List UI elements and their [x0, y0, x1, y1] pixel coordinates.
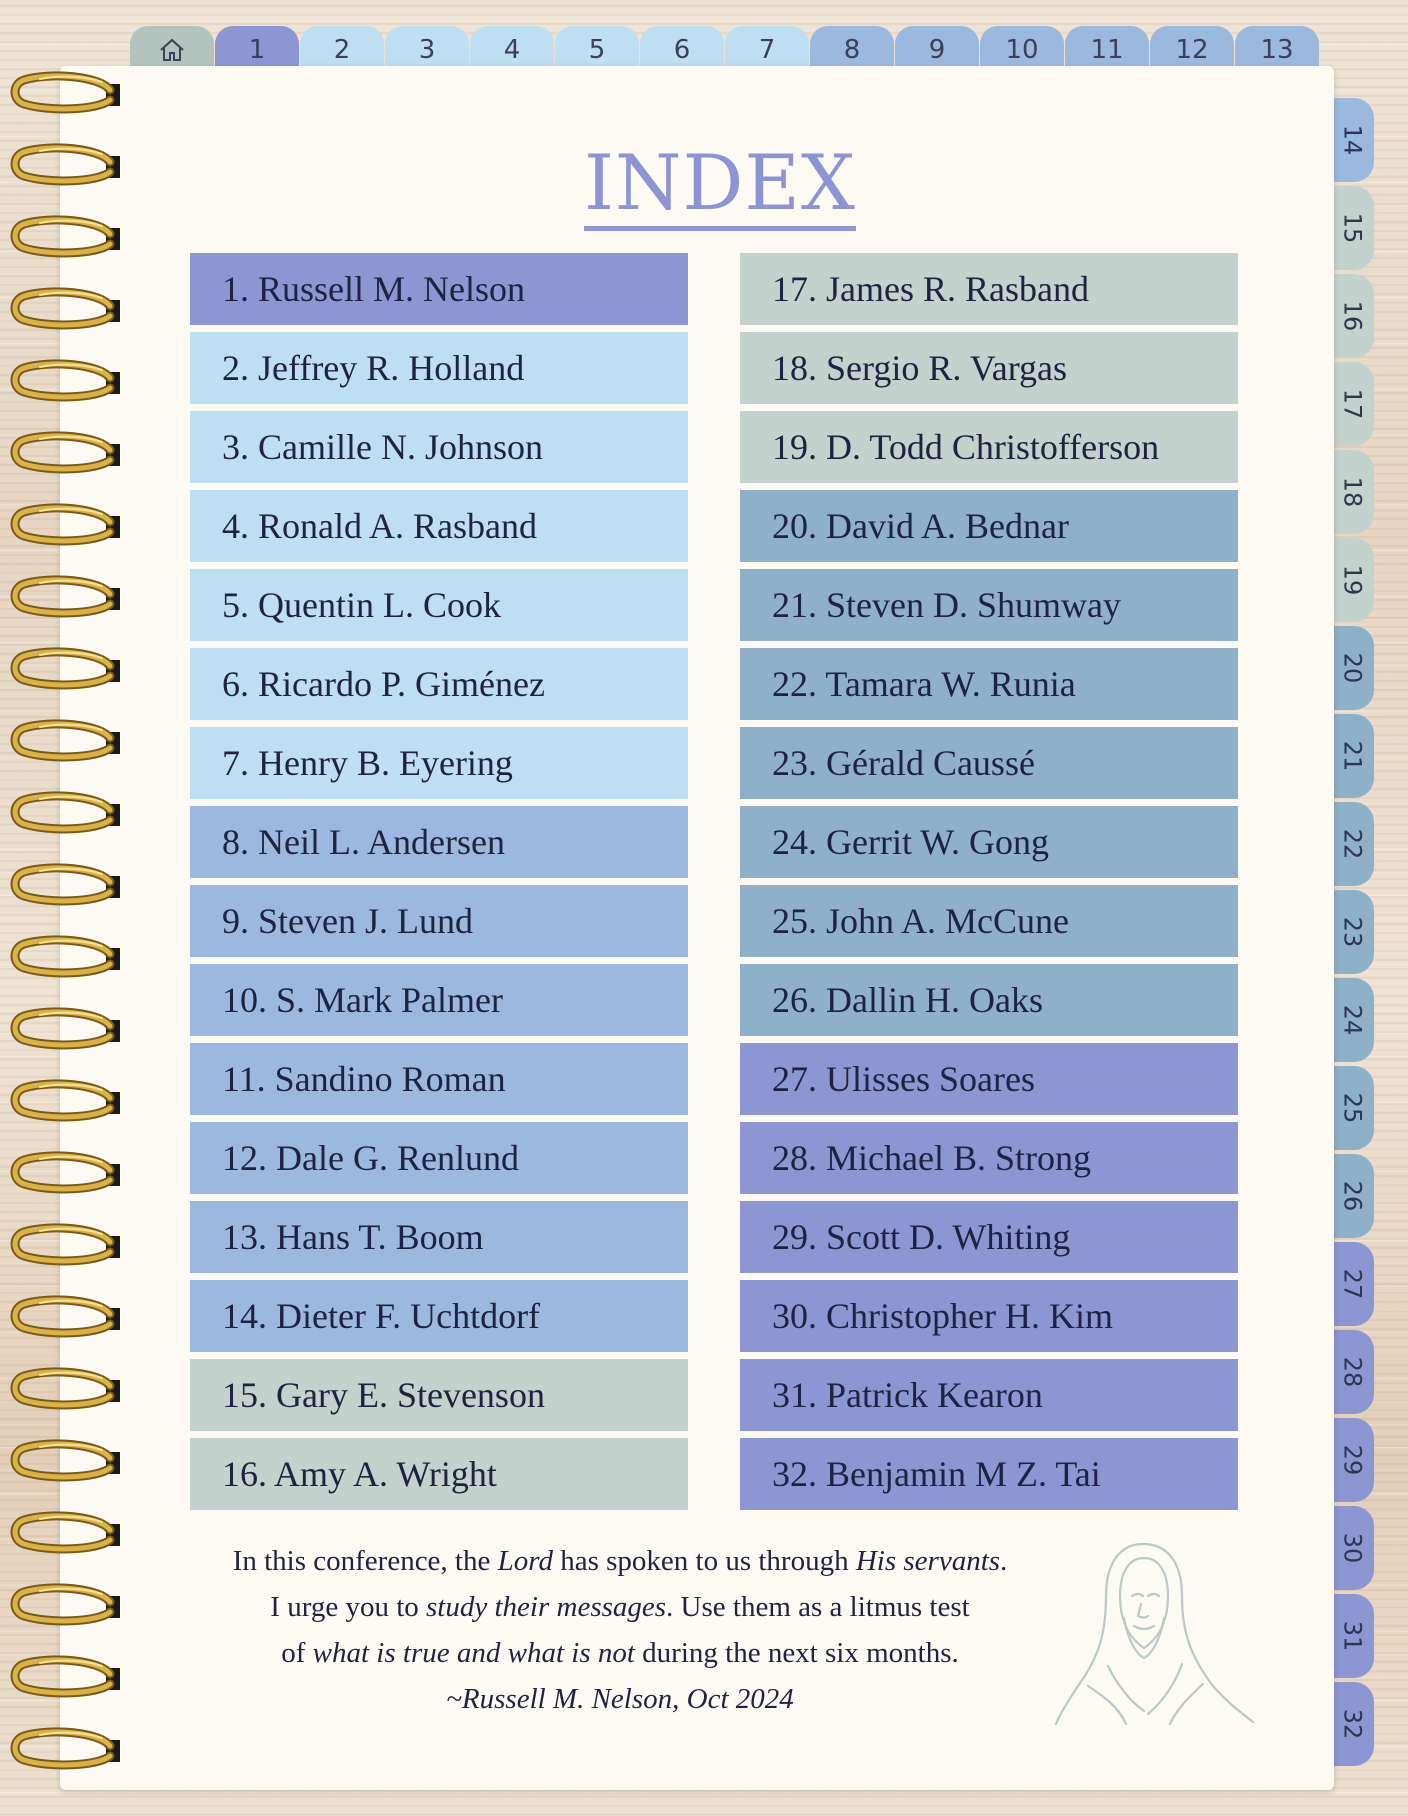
index-entry-2[interactable] — [190, 332, 688, 404]
tab-label: 8 — [843, 35, 861, 65]
tab-label: 29 — [1337, 1444, 1366, 1476]
entry-label: 20. David A. Bednar — [772, 506, 1069, 546]
tab-label: 12 — [1175, 35, 1209, 65]
entry-label: 13. Hans T. Boom — [222, 1217, 484, 1257]
tab-7[interactable] — [725, 26, 809, 70]
entry-label: 19. D. Todd Christofferson — [772, 427, 1160, 467]
entry-label: 2. Jeffrey R. Holland — [222, 348, 525, 388]
index-entry-20[interactable] — [740, 490, 1238, 562]
entry-label: 18. Sergio R. Vargas — [772, 348, 1068, 388]
index-entry-16[interactable] — [190, 1438, 688, 1510]
binding-ring — [10, 1006, 122, 1054]
tab-label: 31 — [1337, 1620, 1366, 1652]
tab-3[interactable] — [385, 26, 469, 70]
tab-label: 1 — [248, 35, 266, 65]
index-entry-22[interactable] — [740, 648, 1238, 720]
tab-16[interactable] — [1330, 274, 1374, 358]
index-entry-31[interactable] — [740, 1359, 1238, 1431]
binding-ring — [10, 1654, 122, 1702]
index-entry-6[interactable] — [190, 648, 688, 720]
binding-ring — [10, 574, 122, 622]
entry-label: 6. Ricardo P. Giménez — [222, 664, 545, 704]
tab-label: 22 — [1337, 828, 1366, 860]
entry-label: 8. Neil L. Andersen — [222, 822, 505, 862]
tab-label: 5 — [588, 35, 606, 65]
entry-label: 10. S. Mark Palmer — [222, 980, 503, 1020]
tab-20[interactable] — [1330, 626, 1374, 710]
entry-label: 5. Quentin L. Cook — [222, 585, 501, 625]
tab-label: 11 — [1090, 35, 1124, 65]
tab-32[interactable] — [1330, 1682, 1374, 1766]
quote-block — [150, 1538, 1090, 1722]
tab-home[interactable] — [130, 26, 214, 70]
tab-17[interactable] — [1330, 362, 1374, 446]
binding-ring — [10, 430, 122, 478]
index-entry-19[interactable] — [740, 411, 1238, 483]
page-title: INDEX — [0, 138, 1408, 231]
entry-label: 17. James R. Rasband — [772, 269, 1089, 309]
tab-9[interactable] — [895, 26, 979, 70]
index-entry-27[interactable] — [740, 1043, 1238, 1115]
tab-label: 3 — [418, 35, 436, 65]
tab-label: 19 — [1337, 564, 1366, 596]
binding-ring — [10, 862, 122, 910]
entry-label: 1. Russell M. Nelson — [222, 269, 526, 309]
entry-label: 11. Sandino Roman — [222, 1059, 506, 1099]
tab-26[interactable] — [1330, 1154, 1374, 1238]
entry-label: 21. Steven D. Shumway — [772, 585, 1121, 625]
binding-ring — [10, 1294, 122, 1342]
quote-attribution: ~Russell M. Nelson, Oct 2024 — [446, 1683, 794, 1715]
binding-ring — [10, 934, 122, 982]
index-entry-23[interactable] — [740, 727, 1238, 799]
entry-label: 24. Gerrit W. Gong — [772, 822, 1049, 862]
entry-label: 30. Christopher H. Kim — [772, 1296, 1113, 1336]
binding-ring — [10, 1582, 122, 1630]
index-entry-4[interactable] — [190, 490, 688, 562]
quote-line-3: of what is true and what is not during the next six months. — [281, 1637, 959, 1669]
home-icon — [157, 35, 187, 65]
tab-label: 14 — [1337, 124, 1366, 156]
index-entry-7[interactable] — [190, 727, 688, 799]
binding-ring — [10, 1510, 122, 1558]
binding-ring — [10, 718, 122, 766]
entry-label: 7. Henry B. Eyering — [222, 743, 513, 783]
index-entry-1[interactable] — [190, 253, 688, 325]
tab-23[interactable] — [1330, 890, 1374, 974]
index-entry-26[interactable] — [740, 964, 1238, 1036]
index-entry-18[interactable] — [740, 332, 1238, 404]
binding-ring — [10, 1726, 122, 1774]
entry-label: 27. Ulisses Soares — [772, 1059, 1035, 1099]
binding-ring — [10, 502, 122, 550]
tab-4[interactable] — [470, 26, 554, 70]
tab-label: 32 — [1337, 1708, 1366, 1740]
entry-label: 4. Ronald A. Rasband — [222, 506, 537, 546]
quote-line-1: In this conference, the Lord has spoken to us through His servants. — [232, 1545, 1008, 1577]
christ-line-art-icon — [1048, 1536, 1258, 1726]
tab-21[interactable] — [1330, 714, 1374, 798]
entry-label: 15. Gary E. Stevenson — [222, 1375, 545, 1415]
binding-ring — [10, 1150, 122, 1198]
tab-1[interactable] — [215, 26, 299, 70]
index-entry-14[interactable] — [190, 1280, 688, 1352]
index-entry-5[interactable] — [190, 569, 688, 641]
quote-line-2: I urge you to study their messages. Use them as a litmus test — [270, 1591, 970, 1623]
tab-19[interactable] — [1330, 538, 1374, 622]
entry-label: 32. Benjamin M Z. Tai — [772, 1454, 1101, 1494]
tab-18[interactable] — [1330, 450, 1374, 534]
binding-ring — [10, 1078, 122, 1126]
tab-11[interactable] — [1065, 26, 1149, 70]
tab-6[interactable] — [640, 26, 724, 70]
tab-5[interactable] — [555, 26, 639, 70]
tab-8[interactable] — [810, 26, 894, 70]
tab-label: 4 — [503, 35, 521, 65]
tab-label: 6 — [673, 35, 691, 65]
tab-label: 20 — [1337, 652, 1366, 684]
tab-29[interactable] — [1330, 1418, 1374, 1502]
tab-label: 2 — [333, 35, 351, 65]
tab-label: 25 — [1337, 1092, 1366, 1124]
binding-ring — [10, 286, 122, 334]
entry-label: 22. Tamara W. Runia — [772, 664, 1076, 704]
tab-label: 27 — [1337, 1268, 1366, 1300]
tab-22[interactable] — [1330, 802, 1374, 886]
tab-label: 13 — [1260, 35, 1294, 65]
binding-ring — [10, 1366, 122, 1414]
entry-label: 12. Dale G. Renlund — [222, 1138, 519, 1178]
entry-label: 26. Dallin H. Oaks — [772, 980, 1043, 1020]
tab-label: 7 — [758, 35, 776, 65]
index-entry-15[interactable] — [190, 1359, 688, 1431]
tab-label: 9 — [928, 35, 946, 65]
binding-ring — [10, 1438, 122, 1486]
entry-label: 23. Gérald Caussé — [772, 743, 1035, 783]
entry-label: 25. John A. McCune — [772, 901, 1069, 941]
index-entry-8[interactable] — [190, 806, 688, 878]
index-entry-3[interactable] — [190, 411, 688, 483]
tab-label: 28 — [1337, 1356, 1366, 1388]
index-entry-29[interactable] — [740, 1201, 1238, 1273]
binding-ring — [10, 1222, 122, 1270]
tab-24[interactable] — [1330, 978, 1374, 1062]
index-entry-17[interactable] — [740, 253, 1238, 325]
binding-ring — [10, 646, 122, 694]
index-entry-9[interactable] — [190, 885, 688, 957]
tab-label: 17 — [1337, 388, 1366, 420]
tab-2[interactable] — [300, 26, 384, 70]
tab-label: 15 — [1337, 212, 1366, 244]
tab-25[interactable] — [1330, 1066, 1374, 1150]
tab-label: 24 — [1337, 1004, 1366, 1036]
entry-label: 3. Camille N. Johnson — [222, 427, 543, 467]
binding-ring — [10, 790, 122, 838]
tab-12[interactable] — [1150, 26, 1234, 70]
entry-label: 29. Scott D. Whiting — [772, 1217, 1071, 1257]
tab-30[interactable] — [1330, 1506, 1374, 1590]
tab-label: 23 — [1337, 916, 1366, 948]
tab-label: 21 — [1337, 740, 1366, 772]
binding-ring — [10, 358, 122, 406]
index-entry-13[interactable] — [190, 1201, 688, 1273]
tab-13[interactable] — [1235, 26, 1319, 70]
index-entry-10[interactable] — [190, 964, 688, 1036]
tab-label: 16 — [1337, 300, 1366, 332]
index-entry-21[interactable] — [740, 569, 1238, 641]
tab-27[interactable] — [1330, 1242, 1374, 1326]
entry-label: 28. Michael B. Strong — [772, 1138, 1091, 1178]
index-entry-12[interactable] — [190, 1122, 688, 1194]
entry-label: 14. Dieter F. Uchtdorf — [222, 1296, 541, 1336]
tab-label: 30 — [1337, 1532, 1366, 1564]
binding-ring — [10, 70, 122, 118]
tab-10[interactable] — [980, 26, 1064, 70]
index-entry-24[interactable] — [740, 806, 1238, 878]
tab-label: 26 — [1337, 1180, 1366, 1212]
entry-label: 16. Amy A. Wright — [222, 1454, 497, 1494]
tab-label: 10 — [1005, 35, 1039, 65]
index-entry-28[interactable] — [740, 1122, 1238, 1194]
tab-31[interactable] — [1330, 1594, 1374, 1678]
index-entry-25[interactable] — [740, 885, 1238, 957]
entry-label: 9. Steven J. Lund — [222, 901, 473, 941]
index-entry-32[interactable] — [740, 1438, 1238, 1510]
tab-28[interactable] — [1330, 1330, 1374, 1414]
index-entry-11[interactable] — [190, 1043, 688, 1115]
index-entry-30[interactable] — [740, 1280, 1238, 1352]
entry-label: 31. Patrick Kearon — [772, 1375, 1043, 1415]
tab-label: 18 — [1337, 476, 1366, 508]
